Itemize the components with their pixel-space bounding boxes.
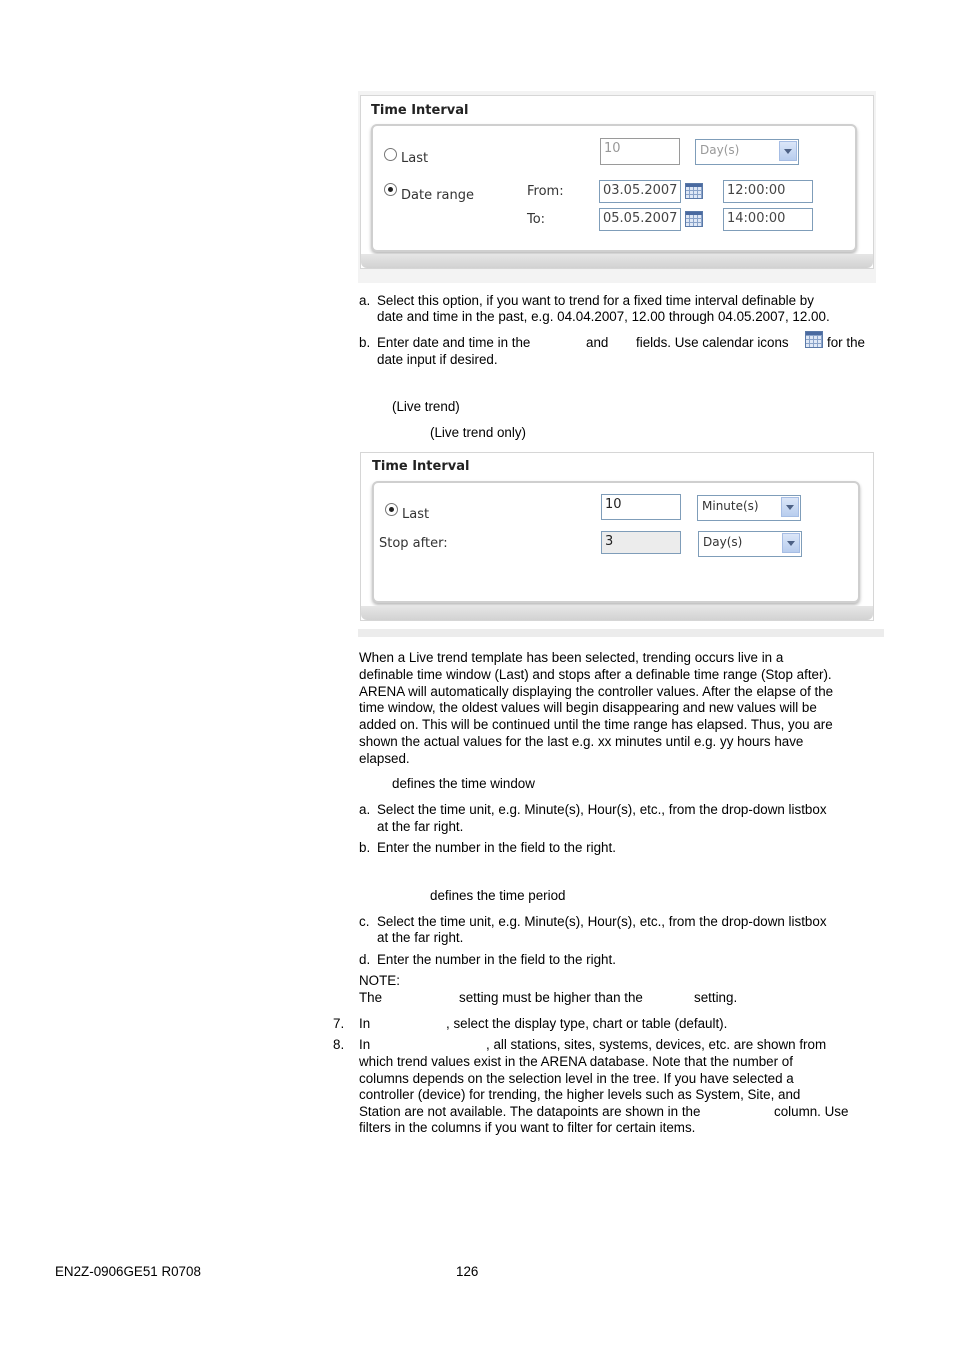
chevron-down-icon — [779, 141, 797, 161]
step-b1-part4: for the — [827, 335, 865, 350]
step-b1-line2: date input if desired. — [377, 352, 498, 367]
chevron-down-icon — [781, 497, 799, 517]
to-date-input[interactable]: 05.05.2007 — [599, 208, 681, 231]
panel-footer-bar — [361, 606, 873, 620]
list-marker: b. — [359, 335, 371, 350]
chevron-down-icon — [782, 533, 800, 553]
from-date-input[interactable]: 03.05.2007 — [599, 180, 681, 203]
divider — [358, 629, 884, 637]
panel-title: Time Interval — [372, 459, 470, 474]
note-part3: setting. — [694, 990, 738, 1005]
panel-frame — [360, 95, 874, 269]
last-unit-value: Day(s) — [700, 143, 740, 157]
list-marker: c. — [359, 914, 370, 929]
stop-after-input[interactable]: 3 — [601, 531, 681, 554]
list-marker: a. — [359, 293, 371, 308]
stop-after-unit-select[interactable] — [698, 531, 802, 557]
last-unit-select[interactable] — [695, 139, 799, 165]
paragraph-line: ARENA will automatically displaying the controller values. After the elapse of the — [359, 683, 834, 699]
last-label: Last — [402, 507, 430, 522]
note-label: NOTE: — [359, 973, 400, 988]
panel-title: Time Interval — [371, 103, 469, 118]
calendar-icon[interactable] — [685, 211, 703, 227]
step-c-line2: at the far right. — [377, 930, 464, 945]
defines-period: defines the time period — [430, 888, 566, 903]
panel-body — [371, 124, 857, 252]
date-range-radio[interactable] — [384, 183, 397, 196]
from-time-input[interactable]: 12:00:00 — [723, 180, 813, 203]
last-unit-value: Minute(s) — [702, 499, 759, 513]
step8-line: controller (device) for trending, the higher levels such as System, Site, and — [359, 1087, 801, 1102]
step-b1-part3: fields. Use calendar icons — [636, 335, 789, 350]
step7-part2: , select the display type, chart or table (default). — [446, 1016, 728, 1031]
step8-line: which trend values exist in the ARENA database. Note that the number of — [359, 1054, 793, 1069]
step-b2-line1: Enter the number in the field to the right. — [377, 840, 616, 855]
note-part2: setting must be higher than the — [459, 990, 643, 1005]
defines-window: defines the time window — [392, 776, 535, 791]
step-b1-part2: and — [586, 335, 609, 350]
panel-footer-bar — [361, 254, 873, 268]
step8-part2: , all stations, sites, systems, devices, etc. are shown from — [486, 1037, 827, 1052]
step-a2-line2: at the far right. — [377, 819, 464, 834]
paragraph-line: shown the actual values for the last e.g. xx minutes until e.g. yy hours have — [359, 733, 804, 749]
to-time-input[interactable]: 14:00:00 — [723, 208, 813, 231]
paragraph-line: definable time window (Last) and stops after a definable time range (Stop after). — [359, 666, 832, 682]
step8-part1: In — [359, 1037, 371, 1052]
step-d-line1: Enter the number in the field to the right. — [377, 952, 616, 967]
last-value-input[interactable]: 10 — [600, 138, 680, 165]
step-a1-line2: date and time in the past, e.g. 04.04.2007, 12.00 through 04.05.2007, 12.00. — [377, 309, 830, 324]
paragraph-line: added on. This will be continued until the time range has elapsed. Thus, you are — [359, 717, 833, 733]
date-range-label: Date range — [401, 188, 475, 203]
panel-frame — [360, 452, 874, 621]
step-a1-line1: Select this option, if you want to trend for a fixed time interval definable by — [377, 293, 814, 308]
paragraph-line: When a Live trend template has been selected, trending occurs live in a — [359, 650, 784, 665]
to-label: To: — [527, 212, 546, 227]
live-trend-heading: (Live trend) — [392, 399, 460, 414]
note-part1: The — [359, 990, 383, 1005]
live-paragraph — [359, 650, 879, 768]
step-c-line1: Select the time unit, e.g. Minute(s), Hour(s), etc., from the drop-down listbox — [377, 914, 827, 929]
time-interval-screenshot-date-range — [358, 91, 876, 283]
calendar-icon — [805, 331, 823, 348]
step8-line5b: column. Use — [774, 1104, 849, 1119]
stop-after-label: Stop after: — [379, 536, 448, 551]
panel-body — [372, 481, 860, 603]
live-trend-only: (Live trend only) — [430, 425, 527, 440]
list-marker: d. — [359, 952, 371, 967]
last-unit-select[interactable] — [697, 495, 801, 521]
list-marker: 7. — [333, 1016, 345, 1031]
last-radio[interactable] — [384, 148, 397, 161]
list-marker: 8. — [333, 1037, 345, 1052]
from-label: From: — [527, 184, 564, 199]
step8-line: columns depends on the selection level in the tree. If you have selected a — [359, 1071, 794, 1086]
last-label: Last — [401, 151, 429, 166]
stop-after-unit-value: Day(s) — [703, 535, 743, 549]
last-radio[interactable] — [385, 503, 398, 516]
step-a2-line1: Select the time unit, e.g. Minute(s), Hour(s), etc., from the drop-down listbox — [377, 802, 827, 817]
paragraph-line: time window, the oldest values will begin disappearing and new values will be — [359, 700, 817, 716]
footer-page-number: 126 — [456, 1264, 479, 1279]
step8-line5a: Station are not available. The datapoints are shown in the — [359, 1104, 701, 1119]
list-marker: a. — [359, 802, 371, 817]
paragraph-line: elapsed. — [359, 750, 410, 766]
time-interval-screenshot-live — [358, 449, 884, 637]
list-marker: b. — [359, 840, 371, 855]
step-b1-part1: Enter date and time in the — [377, 335, 531, 350]
last-value-input[interactable]: 10 — [601, 494, 681, 520]
step7-part1: In — [359, 1016, 371, 1031]
step8-line6: filters in the columns if you want to filter for certain items. — [359, 1120, 696, 1135]
footer-doc-id: EN2Z-0906GE51 R0708 — [55, 1264, 201, 1279]
calendar-icon[interactable] — [685, 183, 703, 199]
